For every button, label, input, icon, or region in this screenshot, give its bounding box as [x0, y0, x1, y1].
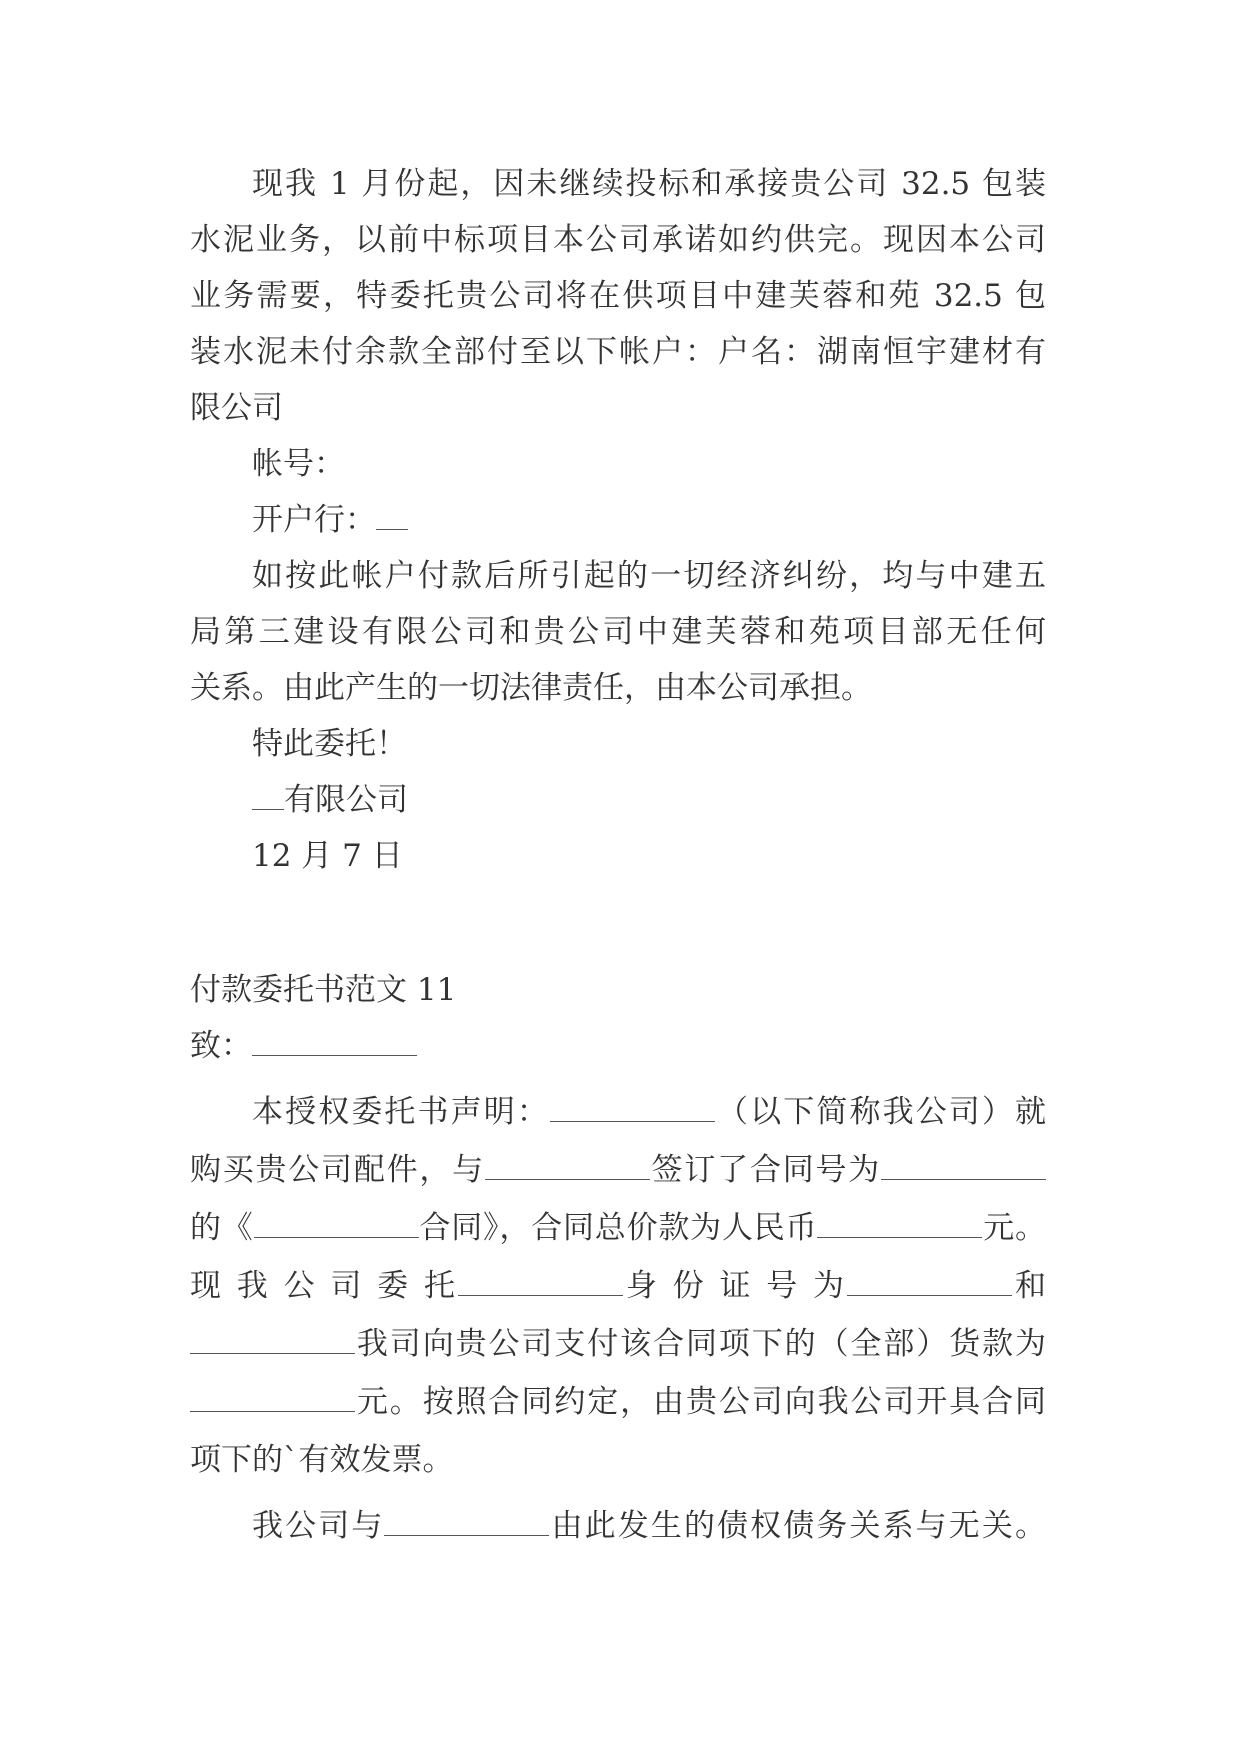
company-suffix: 有限公司	[284, 782, 408, 818]
paragraph-line: 水泥业务，以前中标项目本公司承诺如约供完。现因本公司	[190, 222, 1046, 258]
blank-field	[817, 1207, 982, 1238]
text-segment: 的《	[190, 1210, 254, 1246]
blank-field	[190, 1323, 355, 1354]
blank-field	[254, 1207, 419, 1238]
paragraph-line: 项下的`有效发票。	[190, 1442, 454, 1478]
paragraph-line: 现我 1 月份起，因未继续投标和承接贵公司 32.5 包装	[252, 166, 1046, 202]
text-segment: 签订了合同号为	[649, 1152, 882, 1188]
section-title: 付款委托书范文 11	[190, 972, 457, 1008]
text-segment: 元。按照合同约定，由贵公司向我公司开具合同	[355, 1384, 1046, 1420]
text-segment: 购买贵公司配件，与	[190, 1152, 485, 1188]
text-segment: 本授权委托书声明：	[252, 1094, 550, 1130]
text-segment: （以下简称我公司）就	[714, 1094, 1047, 1130]
paragraph-line: 业务需要，特委托贵公司将在供项目中建芙蓉和苑 32.5 包	[190, 278, 1046, 314]
paragraph-line: 装水泥未付余款全部付至以下帐户：户名：湖南恒宇建材有	[190, 334, 1046, 370]
blank-field	[384, 1505, 549, 1536]
text-segment: 和	[1012, 1268, 1046, 1304]
paragraph-line	[252, 1498, 1046, 1554]
text-segment: 合同》，合同总价款为人民币	[418, 1210, 818, 1246]
blank-field	[847, 1265, 1012, 1296]
paragraph-line	[190, 1200, 1046, 1256]
paragraph-line: 局第三建设有限公司和贵公司中建芙蓉和苑项目部无任何	[190, 614, 1046, 650]
text-segment: 身 份 证 号 为	[622, 1268, 848, 1304]
paragraph-line	[190, 1374, 1046, 1430]
blank-field	[252, 1025, 417, 1056]
paragraph-line	[190, 1258, 1046, 1314]
text-segment: 我司向贵公司支付该合同项下的（全部）货款为	[355, 1326, 1046, 1362]
paragraph-line: 限公司	[190, 390, 283, 426]
blank-field	[550, 1091, 715, 1122]
paragraph-line	[190, 1142, 1046, 1198]
blank-field	[881, 1149, 1046, 1180]
paragraph-line: 关系。由此产生的一切法律责任，由本公司承担。	[190, 670, 872, 706]
text-segment: 由此发生的债权债务关系与无关。	[549, 1508, 1046, 1544]
blank-field	[190, 1381, 355, 1412]
account-number-label: 帐号：	[252, 446, 345, 482]
date-text: 12 月 7 日	[252, 838, 403, 874]
bank-label: 开户行：	[252, 502, 376, 538]
text-segment: 元。	[982, 1210, 1047, 1246]
bank-line	[252, 492, 1046, 548]
addressee-line	[190, 1018, 1046, 1074]
closing-text: 特此委托！	[252, 726, 407, 762]
blank-field	[485, 1149, 650, 1180]
paragraph-line	[190, 1316, 1046, 1372]
text-segment: 现 我 公 司 委 托	[190, 1268, 458, 1304]
to-label: 致：	[190, 1028, 252, 1064]
paragraph-line: 如按此帐户付款后所引起的一切经济纠纷，均与中建五	[252, 558, 1046, 594]
blank-field	[458, 1265, 623, 1296]
blank-field	[252, 779, 284, 810]
company-signature-line	[252, 772, 1046, 828]
text-segment: 我公司与	[252, 1508, 385, 1544]
paragraph-line	[252, 1084, 1046, 1140]
blank-field	[376, 499, 408, 530]
